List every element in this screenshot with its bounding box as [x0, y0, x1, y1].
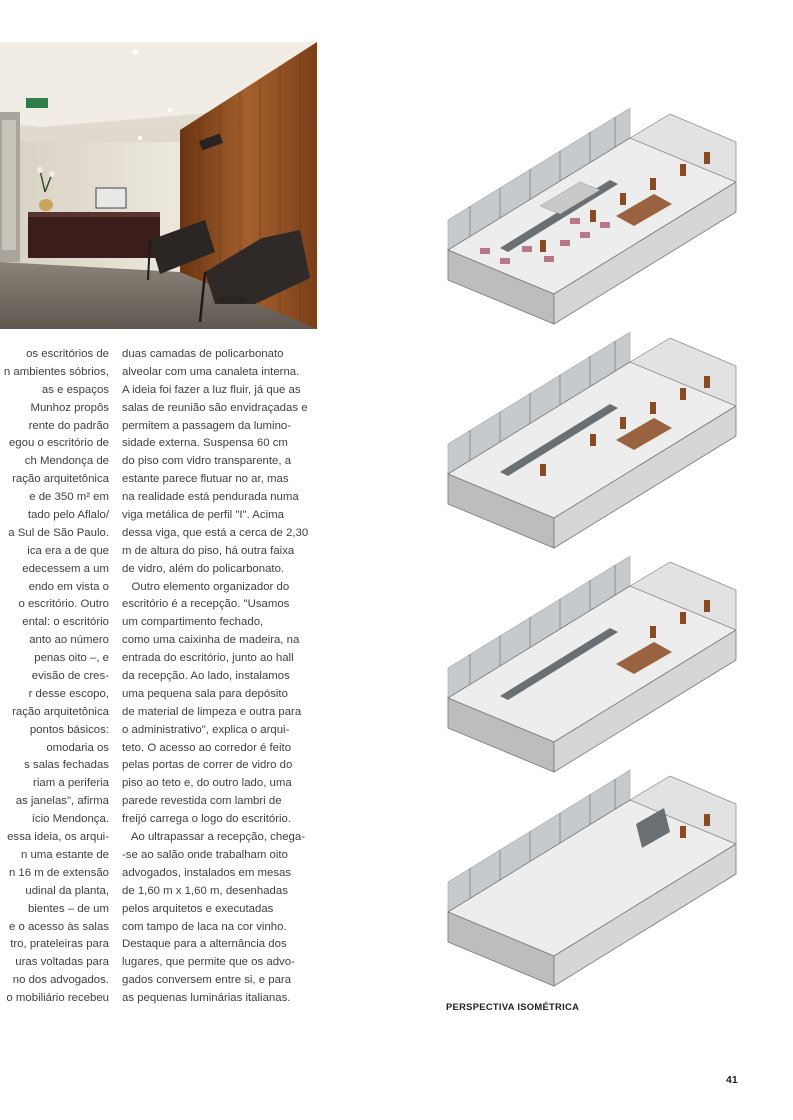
text-line: pontos básicos: [29, 723, 109, 736]
text-line: n ambientes sóbrios, [3, 365, 109, 378]
reception-photo-image [0, 42, 317, 329]
text-line: ração arquitetônica [12, 473, 109, 486]
text-line: sidade externa. Suspensa 60 cm [122, 437, 288, 450]
text-line: m de altura do piso, há outra faixa [122, 544, 295, 557]
reception-photo [0, 42, 317, 329]
text-line: Munhoz propôs [30, 401, 109, 414]
isometric-drawing-level-4 [440, 760, 750, 992]
text-line: tro, prateleiras para [10, 938, 109, 951]
page-number: 41 [726, 1074, 738, 1086]
text-line: o administrativo", explica o arqui- [122, 723, 290, 736]
text-line: A ideia foi fazer a luz fluir, já que as [122, 383, 301, 396]
text-line: s salas fechadas [24, 759, 109, 772]
text-line: n 16 m de extensão [8, 866, 109, 879]
text-line: do piso com vidro transparente, a [122, 455, 292, 468]
text-line: entrada do escritório, junto ao hall [122, 652, 294, 665]
text-line: e o acesso às salas [8, 920, 109, 933]
figure-caption: PERSPECTIVA ISOMÉTRICA [446, 1001, 580, 1012]
text-line: rente do padrão [28, 419, 109, 432]
text-line: alveolar com uma canaleta interna. [122, 365, 300, 378]
text-line: teto. O acesso ao corredor é feito [122, 741, 292, 754]
text-line: as janelas", afirma [15, 795, 109, 808]
text-line: ica era a de que [27, 544, 109, 557]
text-line: ental: o escritório [22, 616, 109, 629]
body-text-column-1 [0, 346, 109, 1008]
text-line: duas camadas de policarbonato [122, 348, 284, 360]
text-line: com tampo de laca na cor vinho. [122, 920, 287, 933]
text-line: penas oito –, e [34, 652, 109, 665]
text-line: as e espaços [41, 383, 109, 396]
text-line: riam a periferia [33, 777, 109, 790]
text-line: e de 350 m² em [29, 491, 109, 504]
text-line: o escritório. Outro [18, 598, 109, 611]
text-line: Ao ultrapassar a recepção, chega- [122, 831, 305, 844]
text-line: como uma caixinha de madeira, na [122, 634, 300, 647]
text-line: uma pequena sala para depósito [122, 687, 288, 700]
text-line: os escritórios de [26, 348, 109, 360]
text-line: anto ao número [29, 634, 109, 647]
text-line: de vidro, além do policarbonato. [122, 562, 285, 575]
text-line: o mobiliário recebeu [6, 992, 109, 1005]
text-line: -se ao salão onde trabalham oito [122, 848, 288, 861]
text-line: omodaria os [46, 741, 109, 754]
text-line: freijó carrega o logo do escritório. [122, 813, 292, 826]
isometric-drawing-level-2 [440, 322, 750, 554]
text-line: advogados, instalados em mesas [122, 866, 292, 879]
text-line: lugares, que permite que os advo- [122, 956, 295, 969]
text-line: as pequenas luminárias italianas. [122, 992, 291, 1005]
text-line: Destaque para a alternância dos [122, 938, 287, 951]
isometric-drawing-level-3 [440, 546, 750, 778]
text-line: uras voltadas para [15, 956, 109, 969]
text-line: essa ideia, os arqui- [7, 831, 109, 844]
isometric-drawing-level-1 [440, 98, 750, 330]
text-line: escritório é a recepção. "Usamos [122, 598, 290, 611]
text-line: permitem a passagem da lumino- [122, 419, 292, 432]
text-line: ch Mendonça de [24, 455, 109, 468]
text-line: no dos advogados. [12, 974, 109, 987]
text-line: na realidade está pendurada numa [122, 491, 299, 504]
text-line: n uma estante de [20, 848, 109, 861]
text-line: a Sul de São Paulo. [8, 526, 109, 539]
text-line: ício Mendonça. [31, 813, 109, 826]
text-line: endo em vista o [28, 580, 109, 593]
text-line: parede revestida com lambri de [122, 795, 282, 808]
text-line: egou o escritório de [8, 437, 109, 450]
text-line: estante parece flutuar no ar, mas [122, 473, 289, 486]
text-line: um compartimento fechado, [122, 616, 264, 629]
text-line: udinal da planta, [25, 884, 109, 897]
text-line: tado pelo Aflalo/ [27, 509, 109, 522]
text-line: viga metálica de perfil "I". Acima [122, 509, 284, 522]
text-line: pelas portas de correr de vidro do [122, 759, 293, 772]
text-line: da recepção. Ao lado, instalamos [122, 670, 290, 683]
text-line: piso ao teto e, do outro lado, uma [122, 777, 292, 790]
text-line: edecessem a um [22, 562, 109, 575]
text-line: dessa viga, que está a cerca de 2,30 [122, 526, 309, 539]
text-line: de 1,60 m x 1,60 m, desenhadas [122, 884, 288, 897]
text-line: bientes – de um [27, 902, 109, 915]
body-text-column-2 [122, 346, 312, 1008]
text-line: pelos arquitetos e executadas [122, 902, 274, 915]
text-line: ração arquitetônica [12, 705, 109, 718]
text-line: gados conversem entre si, e para [122, 974, 292, 987]
text-line: Outro elemento organizador do [122, 580, 290, 593]
text-line: evisão de cres- [31, 670, 109, 683]
text-line: r desse escopo, [28, 687, 109, 700]
text-line: salas de reunião são envidraçadas e [122, 401, 308, 414]
text-line: de material de limpeza e outra para [122, 705, 302, 718]
